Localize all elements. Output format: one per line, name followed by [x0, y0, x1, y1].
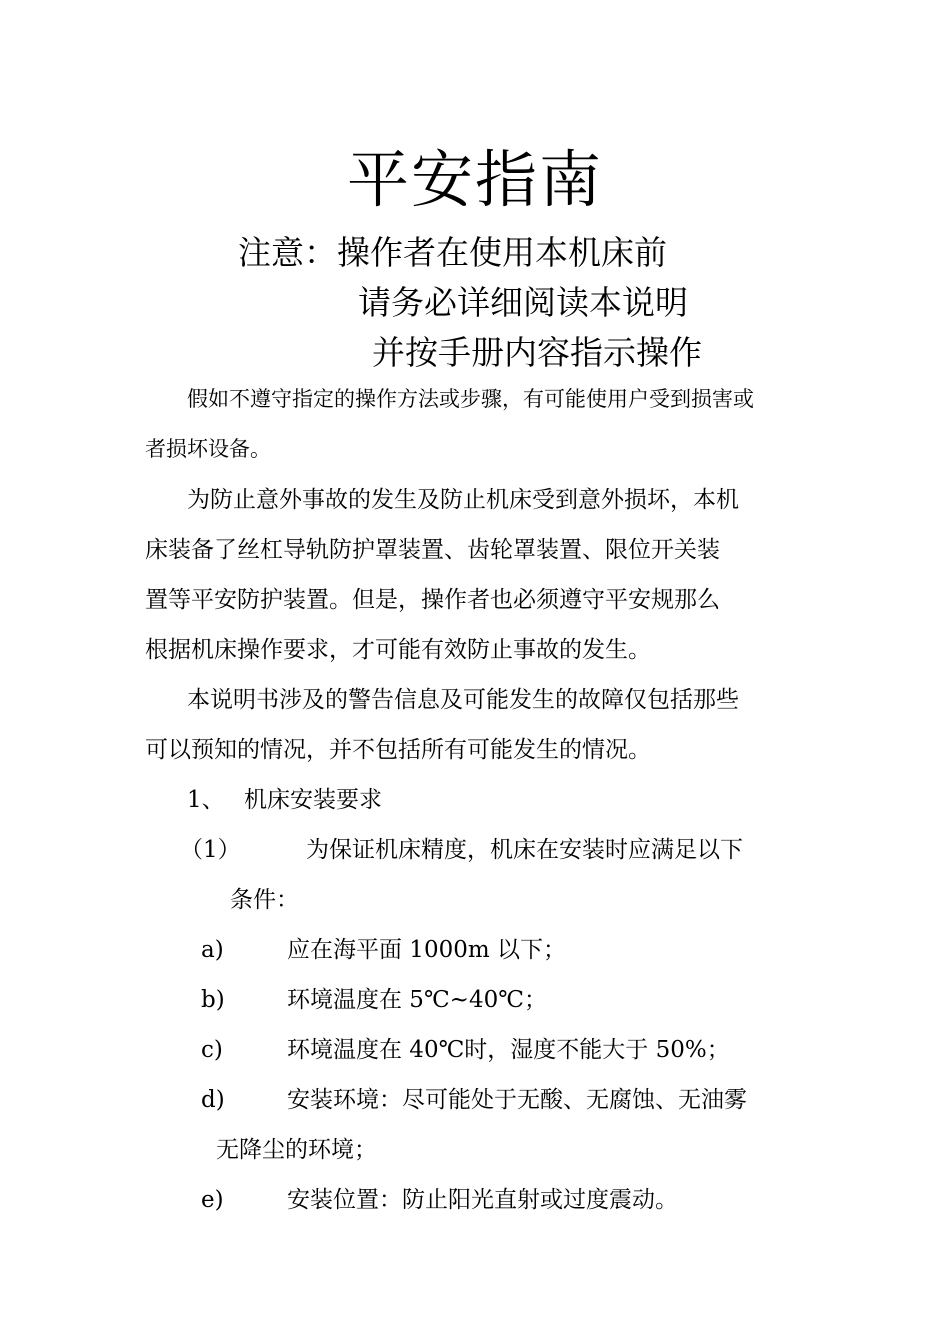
condition-continuation: 无降尘的环境；: [216, 1137, 377, 1163]
section-number: 1、: [187, 787, 225, 813]
condition-label: a): [201, 937, 224, 963]
section-heading: 机床安装要求: [244, 787, 382, 813]
para3-line-1: 本说明书涉及的警告信息及可能发生的故障仅包括那些: [187, 687, 739, 713]
para1-line-2: 者损坏设备。: [145, 437, 271, 461]
condition-label: b): [201, 987, 225, 1013]
condition-label: c): [201, 1037, 223, 1063]
notice-line-3: 并按手册内容指示操作: [372, 333, 702, 372]
notice-line-1: 注意：操作者在使用本机床前: [238, 233, 667, 272]
condition-text: 环境温度在 40℃时，湿度不能大于 50%；: [287, 1037, 730, 1063]
para2-line-4: 根据机床操作要求，才可能有效防止事故的发生。: [145, 637, 651, 663]
condition-text: 安装环境：尽可能处于无酸、无腐蚀、无油雾: [287, 1087, 747, 1113]
para3-line-2: 可以预知的情况，并不包括所有可能发生的情况。: [145, 737, 651, 763]
condition-text: 环境温度在 5℃~40℃；: [287, 987, 547, 1013]
para2-line-3: 置等平安防护装置。但是，操作者也必须遵守平安规那么: [145, 587, 720, 613]
item-number: （1）: [180, 837, 241, 863]
condition-label: d): [201, 1087, 225, 1113]
condition-label: e): [201, 1187, 224, 1213]
item-line-1: 为保证机床精度，机床在安装时应满足以下: [306, 837, 743, 863]
para1-line-1: 假如不遵守指定的操作方法或步骤，有可能使用户受到损害或: [187, 387, 754, 411]
para2-line-2: 床装备了丝杠导轨防护罩装置、齿轮罩装置、限位开关装: [145, 537, 720, 563]
page-title: 平安指南: [346, 143, 603, 216]
condition-text: 安装位置：防止阳光直射或过度震动。: [287, 1187, 678, 1213]
condition-text: 应在海平面 1000m 以下；: [287, 937, 566, 963]
para2-line-1: 为防止意外事故的发生及防止机床受到意外损坏，本机: [187, 487, 739, 513]
notice-line-2: 请务必详细阅读本说明: [358, 283, 688, 322]
item-line-2: 条件：: [230, 887, 299, 913]
